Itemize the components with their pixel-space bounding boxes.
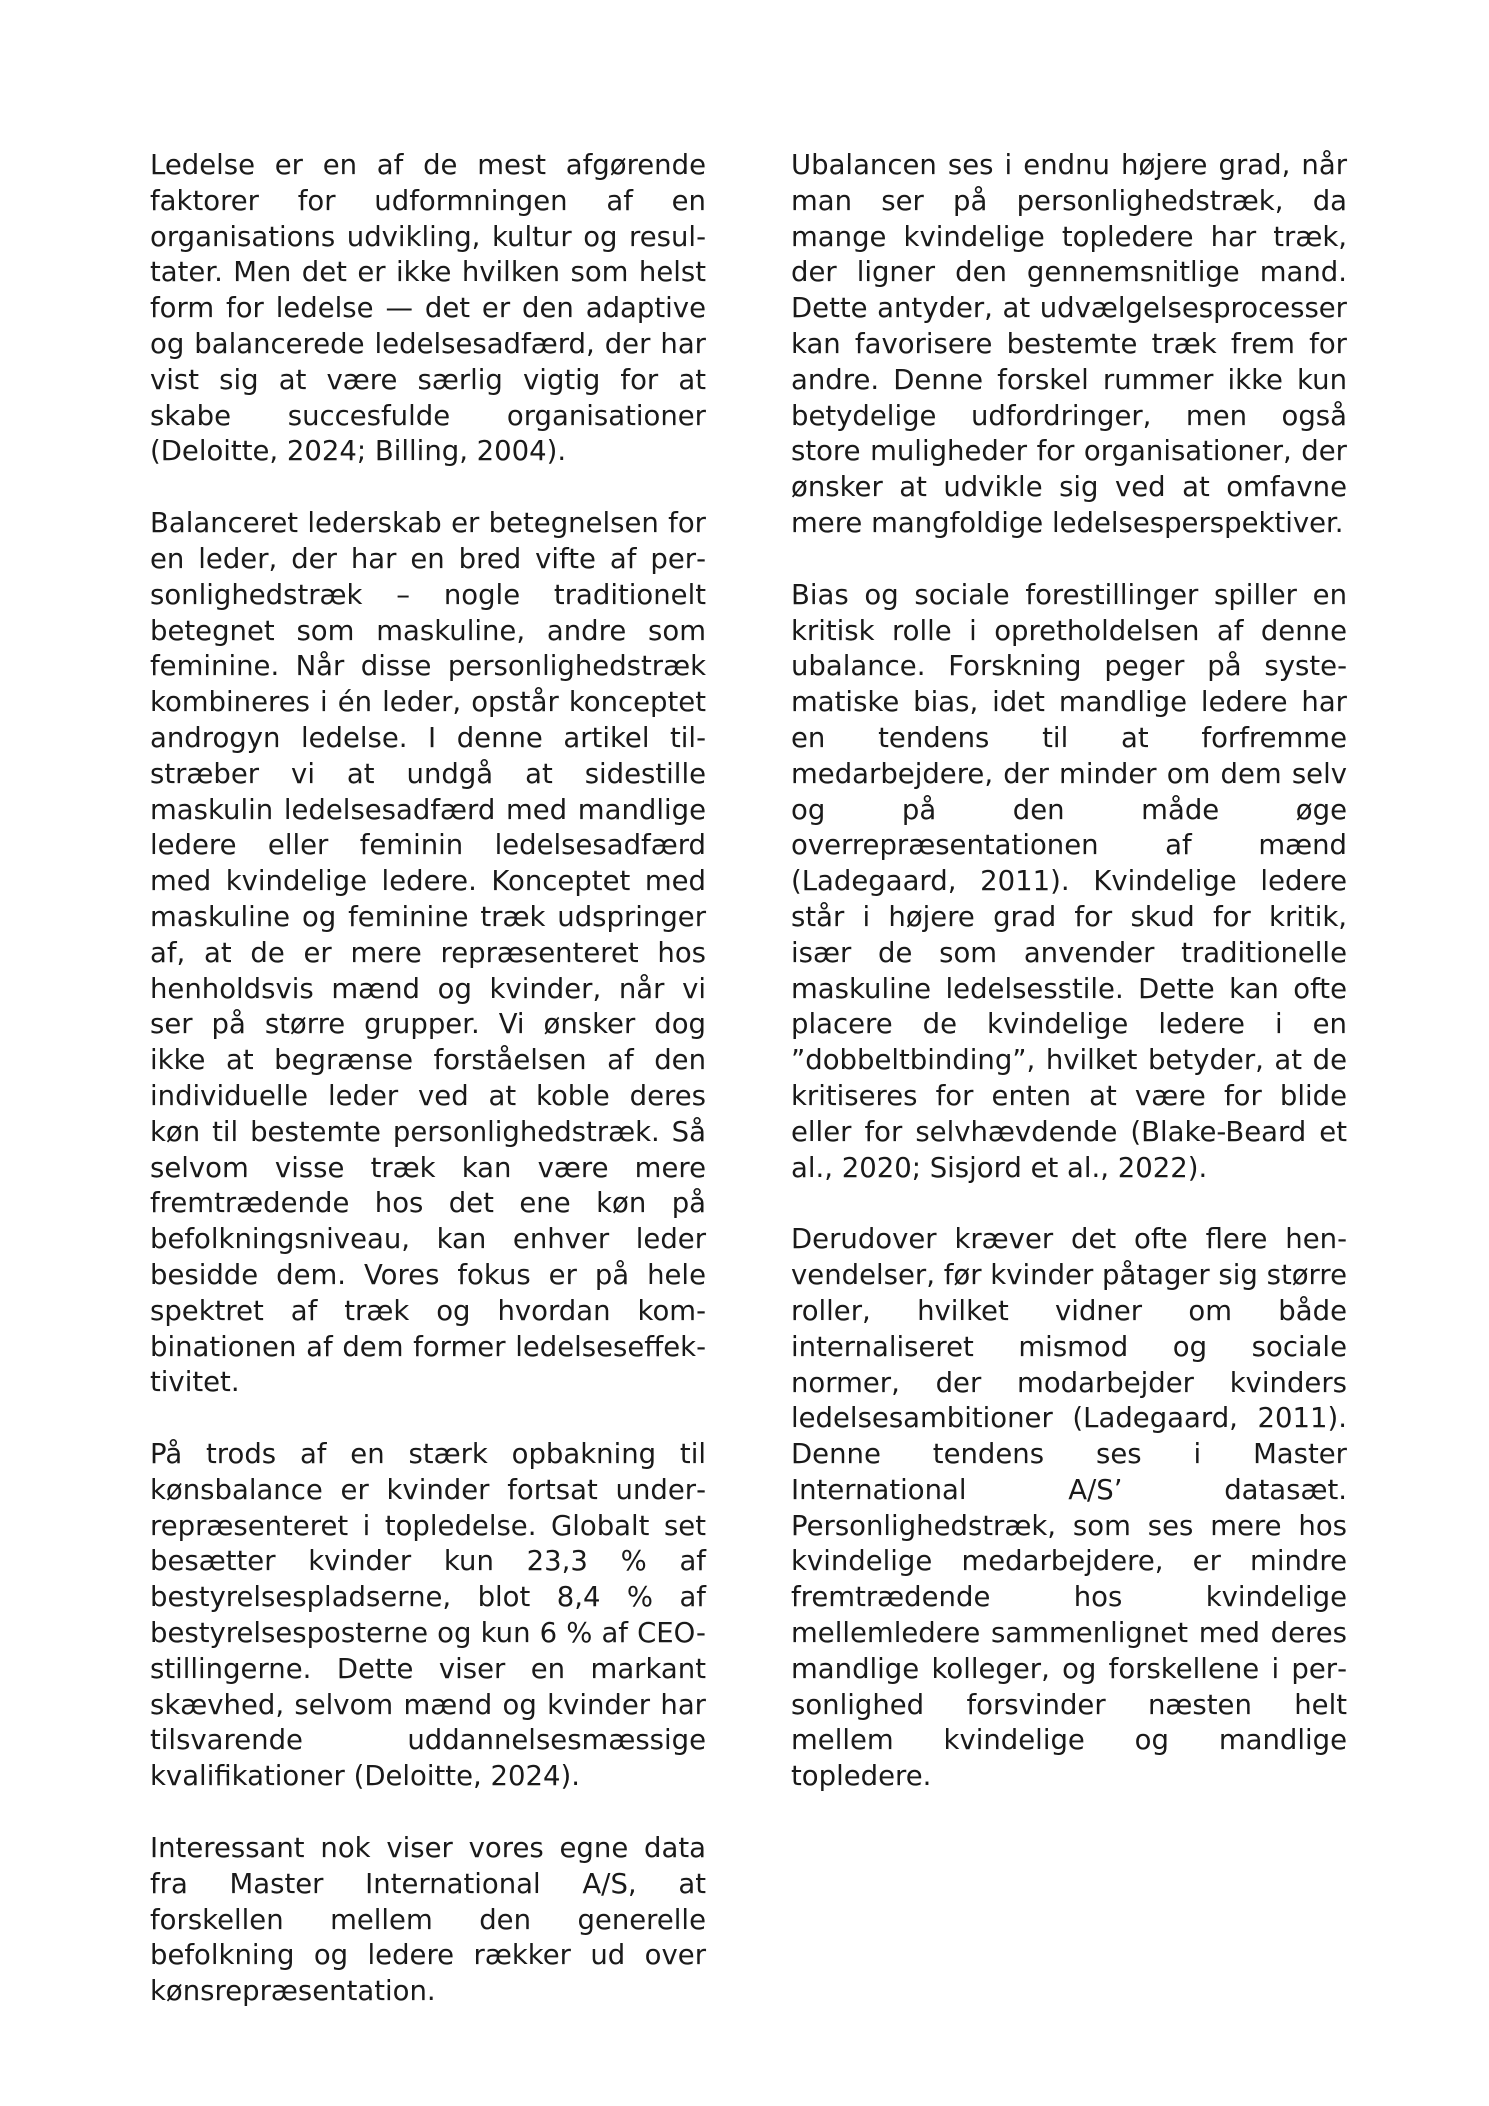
- paragraph: Ledelse er en af de mest afgørende faktorer for udformningen af en organisations udvikling, kultur og resultater. Men det er ikke hvilken som helst form for ledelse — det er den adaptive og balancerede ledelsesadfærd, der har vist sig at være særlig vigtig for at skabe succesfulde organisationer (Deloitte, 2024; Billing, 2004).: [150, 149, 706, 468]
- left-column: [150, 148, 706, 2010]
- paragraph: Bias og sociale forestillinger spiller en kritisk rolle i opretholdelsen af denne ubalance. Forskning peger på systematiske bias, idet mandlige ledere har en tendens til at forfremme medarbejdere, der minder om dem selv og på den måde øge overrepræsentationen af mænd (Ladegaard, 2011). Kvindelige ledere står i højere grad for skud for kritik, især de som anvender traditionelle maskuline ledelsesstile. Dette kan ofte placere de kvindelige ledere i en ”dobbeltbinding”, hvilket betyder, at de kritiseres for enten at være for blide eller for selvhævdende (Blake-Beard et al., 2020; Sisjord et al., 2022).: [791, 578, 1347, 1184]
- paragraph: Derudover kræver det ofte flere henvendelser, før kvinder påtager sig større roller, hvilket vidner om både internaliseret mismod og sociale normer, der modarbejder kvinders ledelsesambitioner (Ladegaard, 2011). Denne tendens ses i Master International A/S’ datasæt. Personlighedstræk, som ses mere hos kvindelige medarbejdere, er mindre fremtrædende hos kvindelige mellemledere sammenlignet med deres mandlige kolleger, og forskellene i personlighed forsvinder næsten helt mellem kvindelige og mandlige topledere.: [791, 1223, 1347, 1793]
- paragraph: Balanceret lederskab er betegnelsen for en leder, der har en bred vifte af personlighedstræk – nogle traditionelt betegnet som maskuline, andre som feminine. Når disse personlighedstræk kombineres i én leder, opstår konceptet androgyn ledelse. I denne artikel tilstræber vi at undgå at sidestille maskulin ledelsesadfærd med mandlige ledere eller feminin ledelsesadfærd med kvindelige ledere. Konceptet med maskuline og feminine træk udspringer af, at de er mere repræsenteret hos henholdsvis mænd og kvinder, når vi ser på større grupper. Vi ønsker dog ikke at begrænse forståelsen af den individuelle leder ved at koble deres køn til bestemte personlighedstræk. Så selvom visse træk kan være mere fremtrædende hos det ene køn på befolkningsniveau, kan enhver leder besidde dem. Vores fokus er på hele spektret af træk og hvordan kombinationen af dem former ledelseseffektivitet.: [150, 507, 706, 1399]
- paragraph: Interessant nok viser vores egne data fra Master International A/S, at forskellen mellem den generelle befolkning og ledere rækker ud over kønsrepræsentation.: [150, 1832, 706, 2008]
- paragraph: På trods af en stærk opbakning til kønsbalance er kvinder fortsat underrepræsenteret i topledelse. Globalt set besætter kvinder kun 23,3 % af bestyrelsespladserne, blot 8,4 % af bestyrelsesposterne og kun 6 % af CEO-stillingerne. Dette viser en markant skævhed, selvom mænd og kvinder har tilsvarende uddannelsesmæssige kvalifikationer (Deloitte, 2024).: [150, 1438, 706, 1793]
- right-column: [791, 148, 1347, 1795]
- paragraph: Ubalancen ses i endnu højere grad, når man ser på personlighedstræk, da mange kvindelige topledere har træk, der ligner den gennemsnitlige mand. Dette antyder, at udvælgelsesprocesser kan favorisere bestemte træk frem for andre. Denne forskel rummer ikke kun betydelige udfordringer, men også store muligheder for organisationer, der ønsker at udvikle sig ved at omfavne mere mangfoldige ledelsesperspektiver.: [791, 149, 1347, 539]
